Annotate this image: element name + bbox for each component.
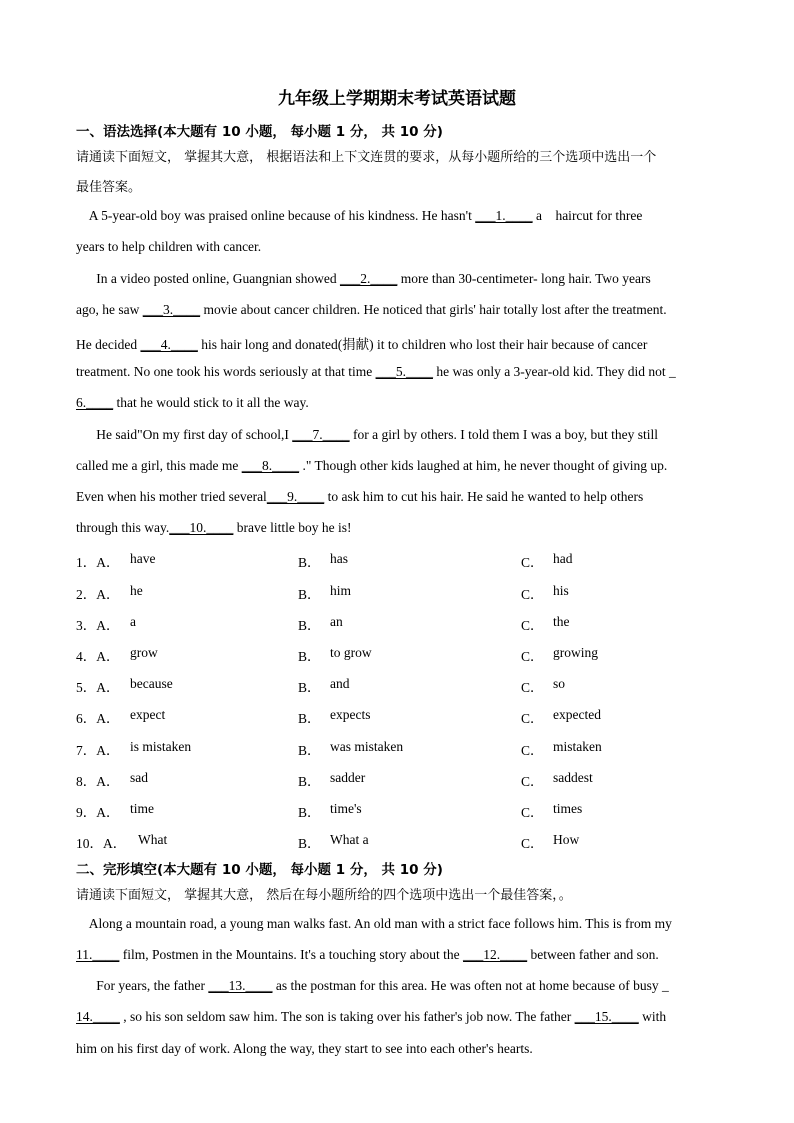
passage-text: his hair long and donated(捐献) it to children who lost their hair because of cancer <box>197 337 648 352</box>
option-b-label: B． <box>298 805 321 820</box>
section1-passage-line <box>76 364 748 380</box>
option-c[interactable]: his <box>553 583 569 598</box>
passage-text: He decided <box>76 337 141 352</box>
answer-blank: ___3.____ <box>142 302 201 317</box>
option-number: 4．A． <box>76 649 120 664</box>
option-b[interactable]: to grow <box>330 645 372 660</box>
section2-passage-line <box>76 916 748 932</box>
option-a[interactable]: because <box>130 676 173 691</box>
answer-blank: ___10.____ <box>169 520 234 535</box>
answer-blank: 6.____ <box>76 395 114 410</box>
passage-text: ." Though other kids laughed at him, he never thought of giving up. <box>299 458 668 473</box>
passage-text: film, Postmen in the Mountains. It's a touching story about the <box>119 947 464 962</box>
answer-blank: ___1.____ <box>475 208 533 223</box>
option-c[interactable]: times <box>553 801 583 816</box>
answer-blank: ___7.____ <box>292 427 350 442</box>
section1-passage-line <box>76 458 748 474</box>
section1-passage-line <box>76 395 748 411</box>
option-c-label: C． <box>521 618 544 633</box>
option-c-label: C． <box>521 836 544 851</box>
answer-blank: ___9.____ <box>266 489 325 504</box>
option-c-label: C． <box>521 774 544 789</box>
option-number: 8．A． <box>76 774 120 789</box>
option-b[interactable]: has <box>330 551 348 566</box>
option-a[interactable]: he <box>130 583 143 598</box>
passage-text: In a video posted online, Guangnian showed <box>76 271 340 286</box>
option-c[interactable]: saddest <box>553 770 593 785</box>
section2-passage-line <box>76 978 748 994</box>
option-c[interactable]: expected <box>553 707 601 722</box>
option-b[interactable]: time's <box>330 801 362 816</box>
passage-text: him on his first day of work. Along the way, they start to see into each other's hearts. <box>76 1041 533 1056</box>
option-b[interactable]: him <box>330 583 352 598</box>
option-a[interactable]: time <box>130 801 154 816</box>
passage-text: with <box>638 1009 667 1024</box>
option-number: 5．A． <box>76 680 120 695</box>
passage-text: for a girl by others. I told them I was a boy, but they still <box>349 427 659 442</box>
option-b[interactable]: was mistaken <box>330 739 404 754</box>
passage-text: a haircut for three <box>532 208 643 223</box>
option-c-label: C． <box>521 555 544 570</box>
option-a[interactable]: have <box>130 551 156 566</box>
option-b-label: B． <box>298 836 321 851</box>
option-c[interactable]: growing <box>553 645 598 660</box>
section2-heading: 二、完形填空(本大题有 10 小题， 每小题 1 分， 共 10 分) <box>76 862 443 878</box>
option-c[interactable]: the <box>553 614 570 629</box>
option-b-label: B． <box>298 680 321 695</box>
section1-passage-line <box>76 489 748 505</box>
option-c[interactable]: had <box>553 551 573 566</box>
passage-text: called me a girl, this made me <box>76 458 242 473</box>
answer-blank: ___4.____ <box>140 337 198 352</box>
option-b-label: B． <box>298 587 321 602</box>
option-number: 3．A． <box>76 618 120 633</box>
option-b-label: B． <box>298 618 321 633</box>
option-number: 1．A． <box>76 555 120 570</box>
passage-text: he was only a 3-year-old kid. They did not _ <box>432 364 676 379</box>
option-number: 2．A． <box>76 587 120 602</box>
option-c[interactable]: mistaken <box>553 739 602 754</box>
option-b[interactable]: expects <box>330 707 371 722</box>
passage-text: through this way. <box>76 520 170 535</box>
option-c-label: C． <box>521 587 544 602</box>
passage-text: years to help children with cancer. <box>76 239 262 254</box>
section2-passage-line <box>76 1041 748 1057</box>
section1-passage-line <box>76 208 748 224</box>
passage-text: ago, he saw <box>76 302 143 317</box>
passage-text: between father and son. <box>527 947 659 962</box>
option-a[interactable]: a <box>130 614 136 629</box>
answer-blank: ___5.____ <box>375 364 433 379</box>
answer-blank: 11.____ <box>76 947 120 962</box>
answer-blank: ___2.____ <box>339 271 398 286</box>
option-b-label: B． <box>298 649 321 664</box>
section1-passage-line <box>76 271 748 287</box>
section2-passage-line <box>76 947 748 963</box>
option-number: 9．A． <box>76 805 120 820</box>
section1-passage-line <box>76 427 748 443</box>
option-b-label: B． <box>298 555 321 570</box>
passage-text: as the postman for this area. He was often not at home because of busy _ <box>272 978 669 993</box>
passage-text: A 5-year-old boy was praised online because of his kindness. He hasn't <box>76 208 476 223</box>
option-c[interactable]: How <box>553 832 580 847</box>
option-a[interactable]: grow <box>130 645 158 660</box>
passage-text: movie about cancer children. He noticed that girls' hair totally lost after the treatment. <box>200 302 667 317</box>
option-c-label: C． <box>521 711 544 726</box>
option-b[interactable]: What a <box>330 832 369 847</box>
answer-blank: ___12.____ <box>463 947 528 962</box>
passage-text: more than 30-centimeter- long hair. Two years <box>397 271 651 286</box>
passage-text: brave little boy he is! <box>233 520 352 535</box>
option-number: 10．A． <box>76 836 127 851</box>
section1-instruction-line1: 请通读下面短文， 掌握其大意， 根据语法和上下文连贯的要求，从每小题所给的三个选项中选出一个 <box>76 150 657 165</box>
section1-passage-line <box>76 520 748 536</box>
option-b[interactable]: an <box>330 614 343 629</box>
section1-passage-line <box>76 333 748 353</box>
section1-passage-line <box>76 302 748 318</box>
option-number: 6．A． <box>76 711 120 726</box>
option-c-label: C． <box>521 680 544 695</box>
option-b-label: B． <box>298 711 321 726</box>
option-a[interactable]: sad <box>130 770 148 785</box>
option-b[interactable]: and <box>330 676 350 691</box>
section2-passage-line <box>76 1009 748 1025</box>
passage-text: , so his son seldom saw him. The son is taking over his father's job now. The father <box>119 1009 575 1024</box>
answer-blank: ___13.____ <box>208 978 273 993</box>
option-a[interactable]: is mistaken <box>130 739 192 754</box>
answer-blank: ___15.____ <box>574 1009 639 1024</box>
passage-text: He said"On my first day of school,I <box>76 427 293 442</box>
option-a[interactable]: What <box>138 832 168 847</box>
option-number: 7．A． <box>76 743 120 758</box>
passage-text: that he would stick to it all the way. <box>113 395 309 410</box>
option-c-label: C． <box>521 649 544 664</box>
passage-text: For years, the father <box>76 978 209 993</box>
option-a[interactable]: expect <box>130 707 166 722</box>
passage-text: Even when his mother tried several <box>76 489 267 504</box>
option-b[interactable]: sadder <box>330 770 366 785</box>
section1-heading: 一、语法选择(本大题有 10 小题， 每小题 1 分， 共 10 分) <box>76 124 443 140</box>
section1-instruction-line2: 最佳答案。 <box>76 180 142 195</box>
page-title: 九年级上学期期末考试英语试题 <box>278 89 516 109</box>
option-b-label: B． <box>298 743 321 758</box>
answer-blank: 14.____ <box>76 1009 120 1024</box>
section2-instruction: 请通读下面短文， 掌握其大意， 然后在每小题所给的四个选项中选出一个最佳答案，。 <box>76 888 572 903</box>
option-c[interactable]: so <box>553 676 566 691</box>
section1-passage-line <box>76 239 748 255</box>
option-b-label: B． <box>298 774 321 789</box>
passage-text: treatment. No one took his words seriously at that time <box>76 364 376 379</box>
passage-text: Along a mountain road, a young man walks fast. An old man with a strict face follows him. This is from my <box>76 916 676 931</box>
answer-blank: ___8.____ <box>241 458 300 473</box>
passage-text: to ask him to cut his hair. He said he wanted to help others <box>324 489 644 504</box>
option-c-label: C． <box>521 743 544 758</box>
option-c-label: C． <box>521 805 544 820</box>
